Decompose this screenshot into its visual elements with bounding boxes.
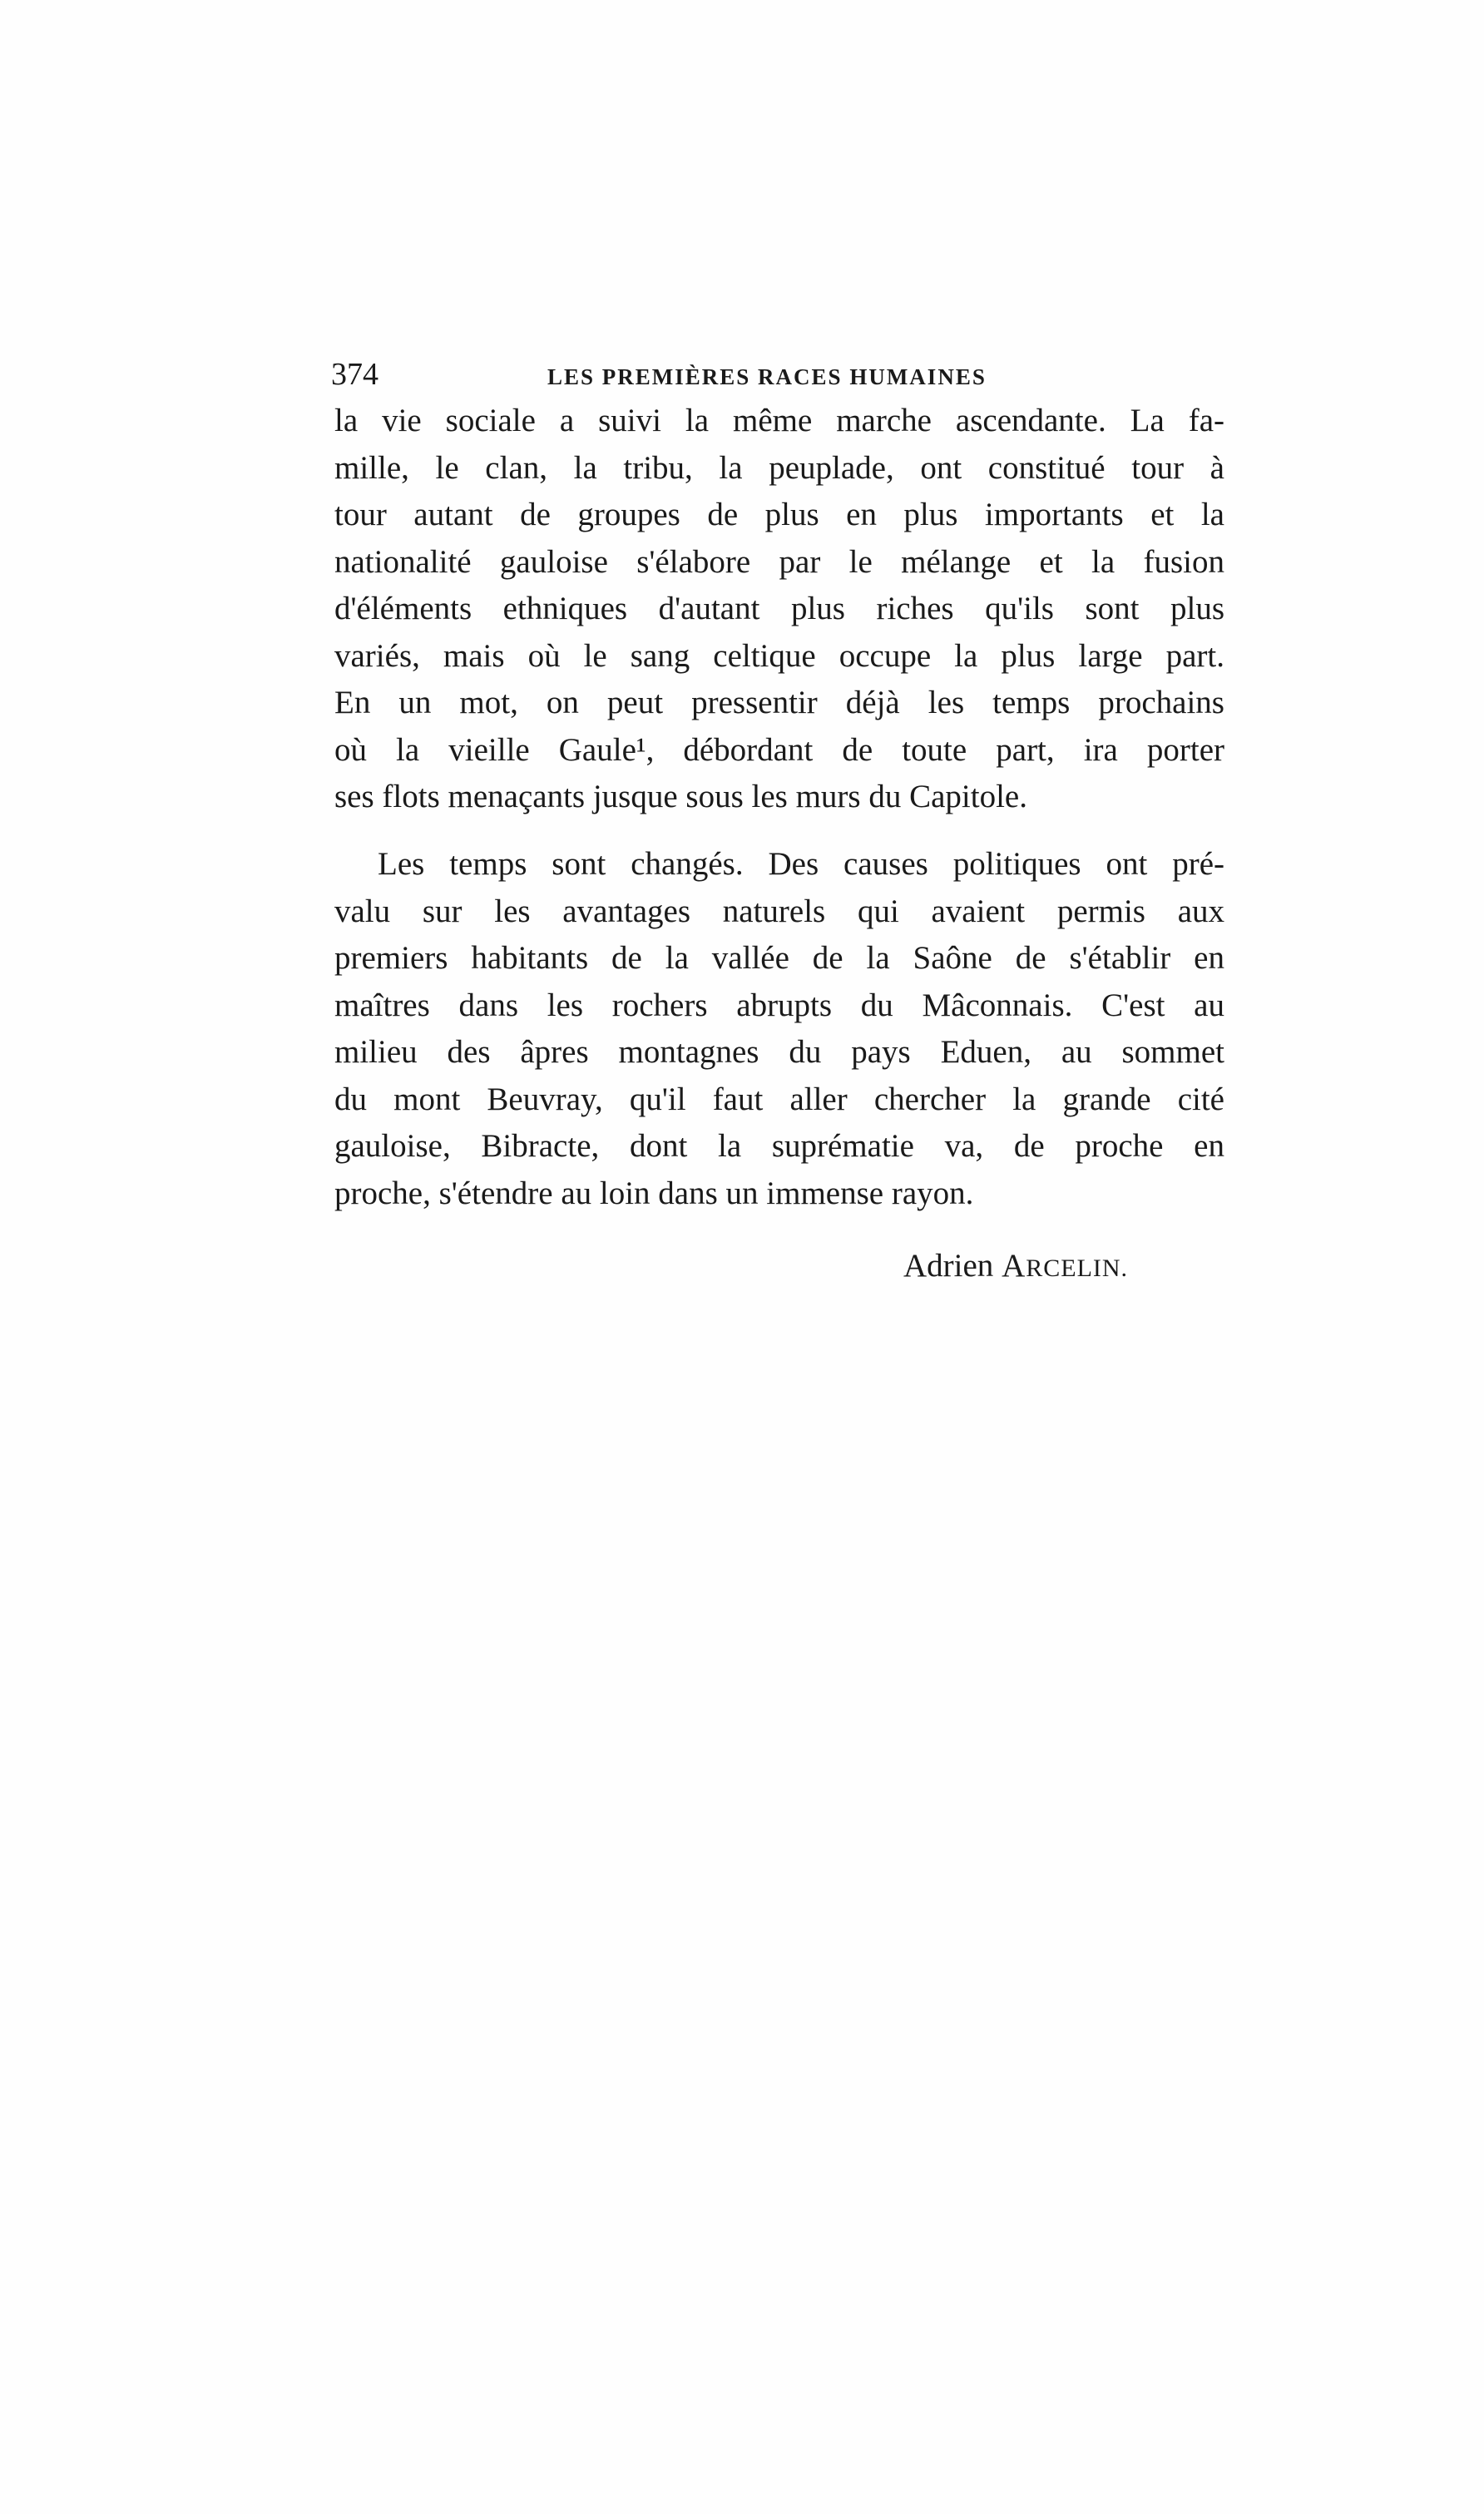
author-last-name: ARCELIN. <box>1002 1248 1129 1284</box>
text-line: tour autant de groupes de plus en plus importants et la <box>334 497 1224 532</box>
running-head <box>331 354 1225 395</box>
page-number: 374 <box>331 357 378 392</box>
author-first-name: Adrien <box>903 1248 994 1284</box>
text-line: gauloise, Bibracte, dont la suprématie va, de proche en <box>334 1128 1224 1164</box>
text-line: d'éléments ethniques d'autant plus riches qu'ils sont plus <box>334 591 1224 626</box>
text-line: variés, mais où le sang celtique occupe la plus large part. <box>334 637 1224 674</box>
text-line: nationalité gauloise s'élabore par le mélange et la fusion <box>334 543 1224 580</box>
paragraph-2 <box>334 841 1224 1217</box>
author-signature <box>903 1243 1128 1292</box>
text-line: où la vieille Gaule¹, débordant de toute part, ira porter <box>334 731 1224 768</box>
text-line: Les temps sont changés. Des causes politiques ont pré- <box>378 846 1224 882</box>
text-line: valu sur les avantages naturels qui avaient permis aux <box>334 893 1224 929</box>
text-line: du mont Beuvray, qu'il faut aller chercher la grande cité <box>334 1081 1224 1117</box>
text-line: mille, le clan, la tribu, la peuplade, ont constitué tour à <box>334 449 1224 486</box>
text-line: premiers habitants de la vallée de la Saône de s'établir en <box>334 940 1224 976</box>
text-line: la vie sociale a suivi la même marche ascendante. La fa- <box>334 403 1224 438</box>
running-title: LES PREMIÈRES RACES HUMAINES <box>547 364 987 389</box>
paragraph-1 <box>334 398 1224 821</box>
text-line: ses flots menaçants jusque sous les murs du Capitole. <box>334 779 1027 814</box>
text-line: maîtres dans les rochers abrupts du Mâconnais. C'est au <box>334 987 1224 1023</box>
text-line: milieu des âpres montagnes du pays Eduen, au sommet <box>334 1034 1224 1070</box>
text-line: En un mot, on peut pressentir déjà les temps prochains <box>334 685 1224 720</box>
text-line: proche, s'étendre au loin dans un immense rayon. <box>334 1175 974 1211</box>
